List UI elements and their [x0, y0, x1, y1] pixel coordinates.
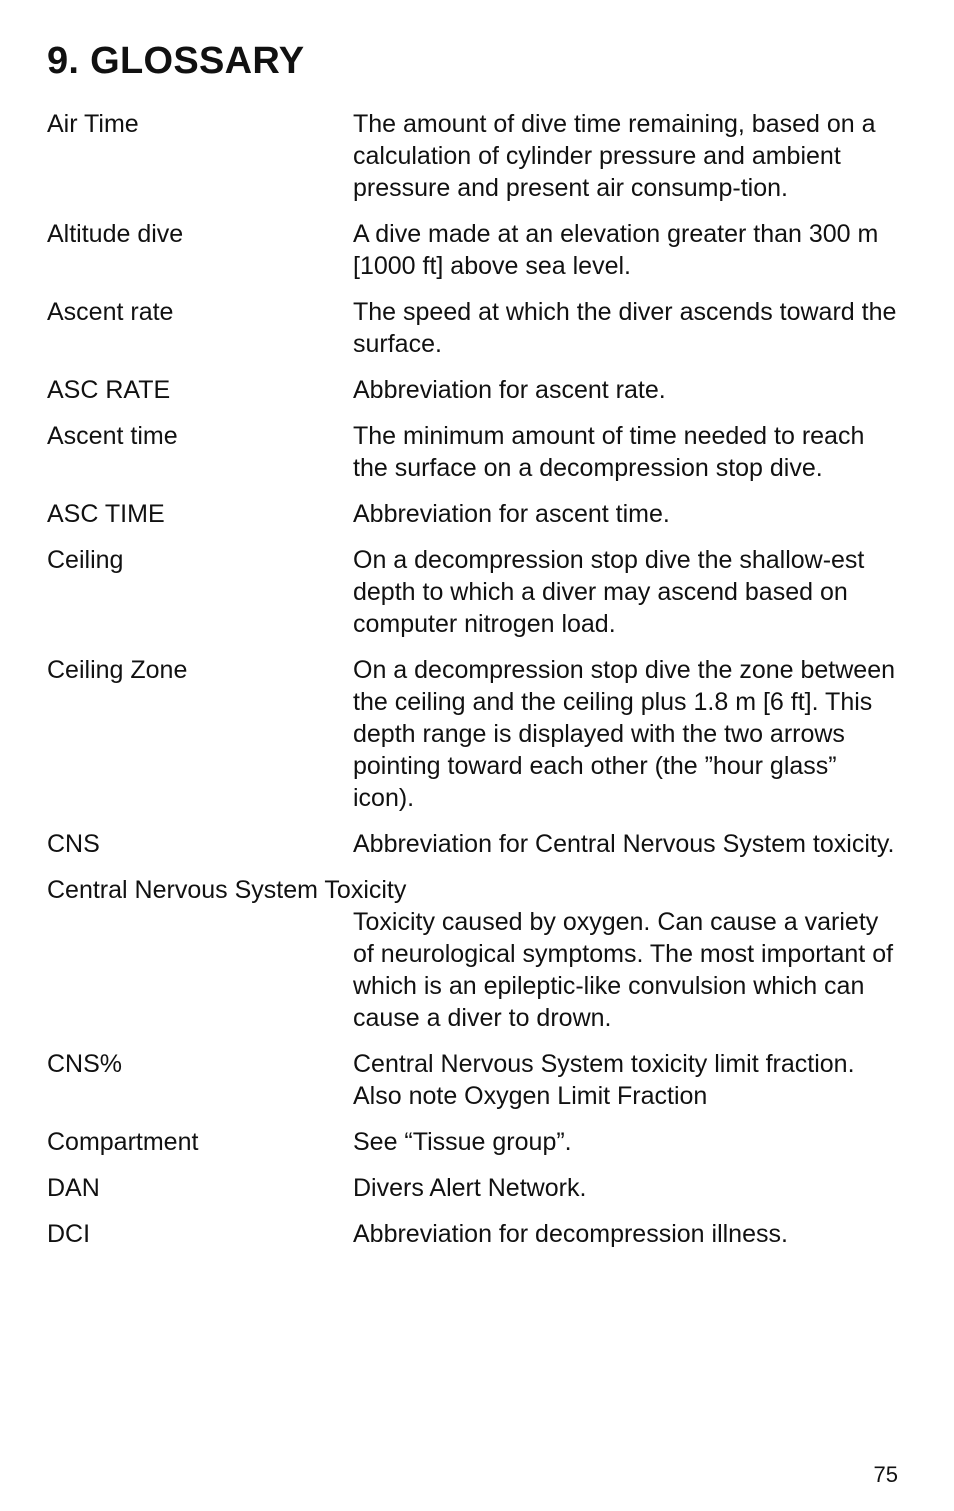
glossary-term: DAN [47, 1174, 100, 1202]
glossary-term: Altitude dive [47, 220, 184, 248]
glossary-definition: The minimum amount of time needed to reach the surface on a decompression stop dive. [353, 422, 865, 482]
glossary-entry [47, 218, 907, 282]
glossary-definition: Abbreviation for ascent time. [353, 500, 670, 528]
glossary-entry [47, 544, 907, 640]
glossary-term: DCI [47, 1220, 91, 1248]
glossary-definition: Central Nervous System toxicity limit fraction. Also note Oxygen Limit Fraction [353, 1050, 855, 1110]
glossary-entry [47, 654, 907, 814]
glossary-term: Ceiling [47, 546, 124, 574]
glossary-term: Ascent time [47, 422, 178, 450]
glossary-term: CNS% [47, 1050, 123, 1078]
glossary-definition: On a decompression stop dive the zone between the ceiling and the ceiling plus 1.8 m [6 ft]. This depth range is displayed with the two arrows pointing toward each other (the ”hour glass” icon). [353, 656, 896, 812]
glossary-term: CNS [47, 830, 100, 858]
glossary-term: Air Time [47, 110, 139, 138]
glossary-definition: A dive made at an elevation greater than 300 m [1000 ft] above sea level. [353, 220, 879, 280]
page-title: 9. GLOSSARY [47, 40, 305, 82]
glossary-entry [47, 874, 907, 1034]
glossary-definition: Abbreviation for decompression illness. [353, 1220, 788, 1248]
glossary-term: Central Nervous System Toxicity [47, 876, 407, 904]
glossary-term: Compartment [47, 1128, 199, 1156]
glossary-term: Ascent rate [47, 298, 174, 326]
glossary-term: ASC TIME [47, 500, 165, 528]
glossary-entry [47, 108, 907, 204]
glossary-entry [47, 1048, 907, 1112]
glossary-entry [47, 420, 907, 484]
glossary-entry [47, 1218, 907, 1250]
glossary-entry [47, 828, 907, 860]
glossary-definition: On a decompression stop dive the shallow-est depth to which a diver may ascend based on computer nitrogen load. [353, 546, 865, 638]
glossary-definition: Abbreviation for Central Nervous System toxicity. [353, 830, 895, 858]
glossary-definition: Divers Alert Network. [353, 1174, 587, 1202]
glossary-definition: Abbreviation for ascent rate. [353, 376, 666, 404]
page-number: 75 [873, 1462, 898, 1487]
glossary-definition: The speed at which the diver ascends toward the surface. [353, 298, 897, 358]
glossary-term: ASC RATE [47, 376, 171, 404]
glossary-list [47, 108, 907, 1264]
glossary-definition: The amount of dive time remaining, based on a calculation of cylinder pressure and ambient pressure and present air consump-tion. [353, 110, 876, 202]
glossary-definition: Toxicity caused by oxygen. Can cause a variety of neurological symptoms. The most important of which is an epileptic-like convulsion which can cause a diver to drown. [353, 908, 894, 1032]
glossary-definition: See “Tissue group”. [353, 1128, 572, 1156]
glossary-entry [47, 1126, 907, 1158]
glossary-entry [47, 374, 907, 406]
glossary-entry [47, 296, 907, 360]
glossary-entry [47, 1172, 907, 1204]
glossary-term: Ceiling Zone [47, 656, 188, 684]
glossary-entry [47, 498, 907, 530]
